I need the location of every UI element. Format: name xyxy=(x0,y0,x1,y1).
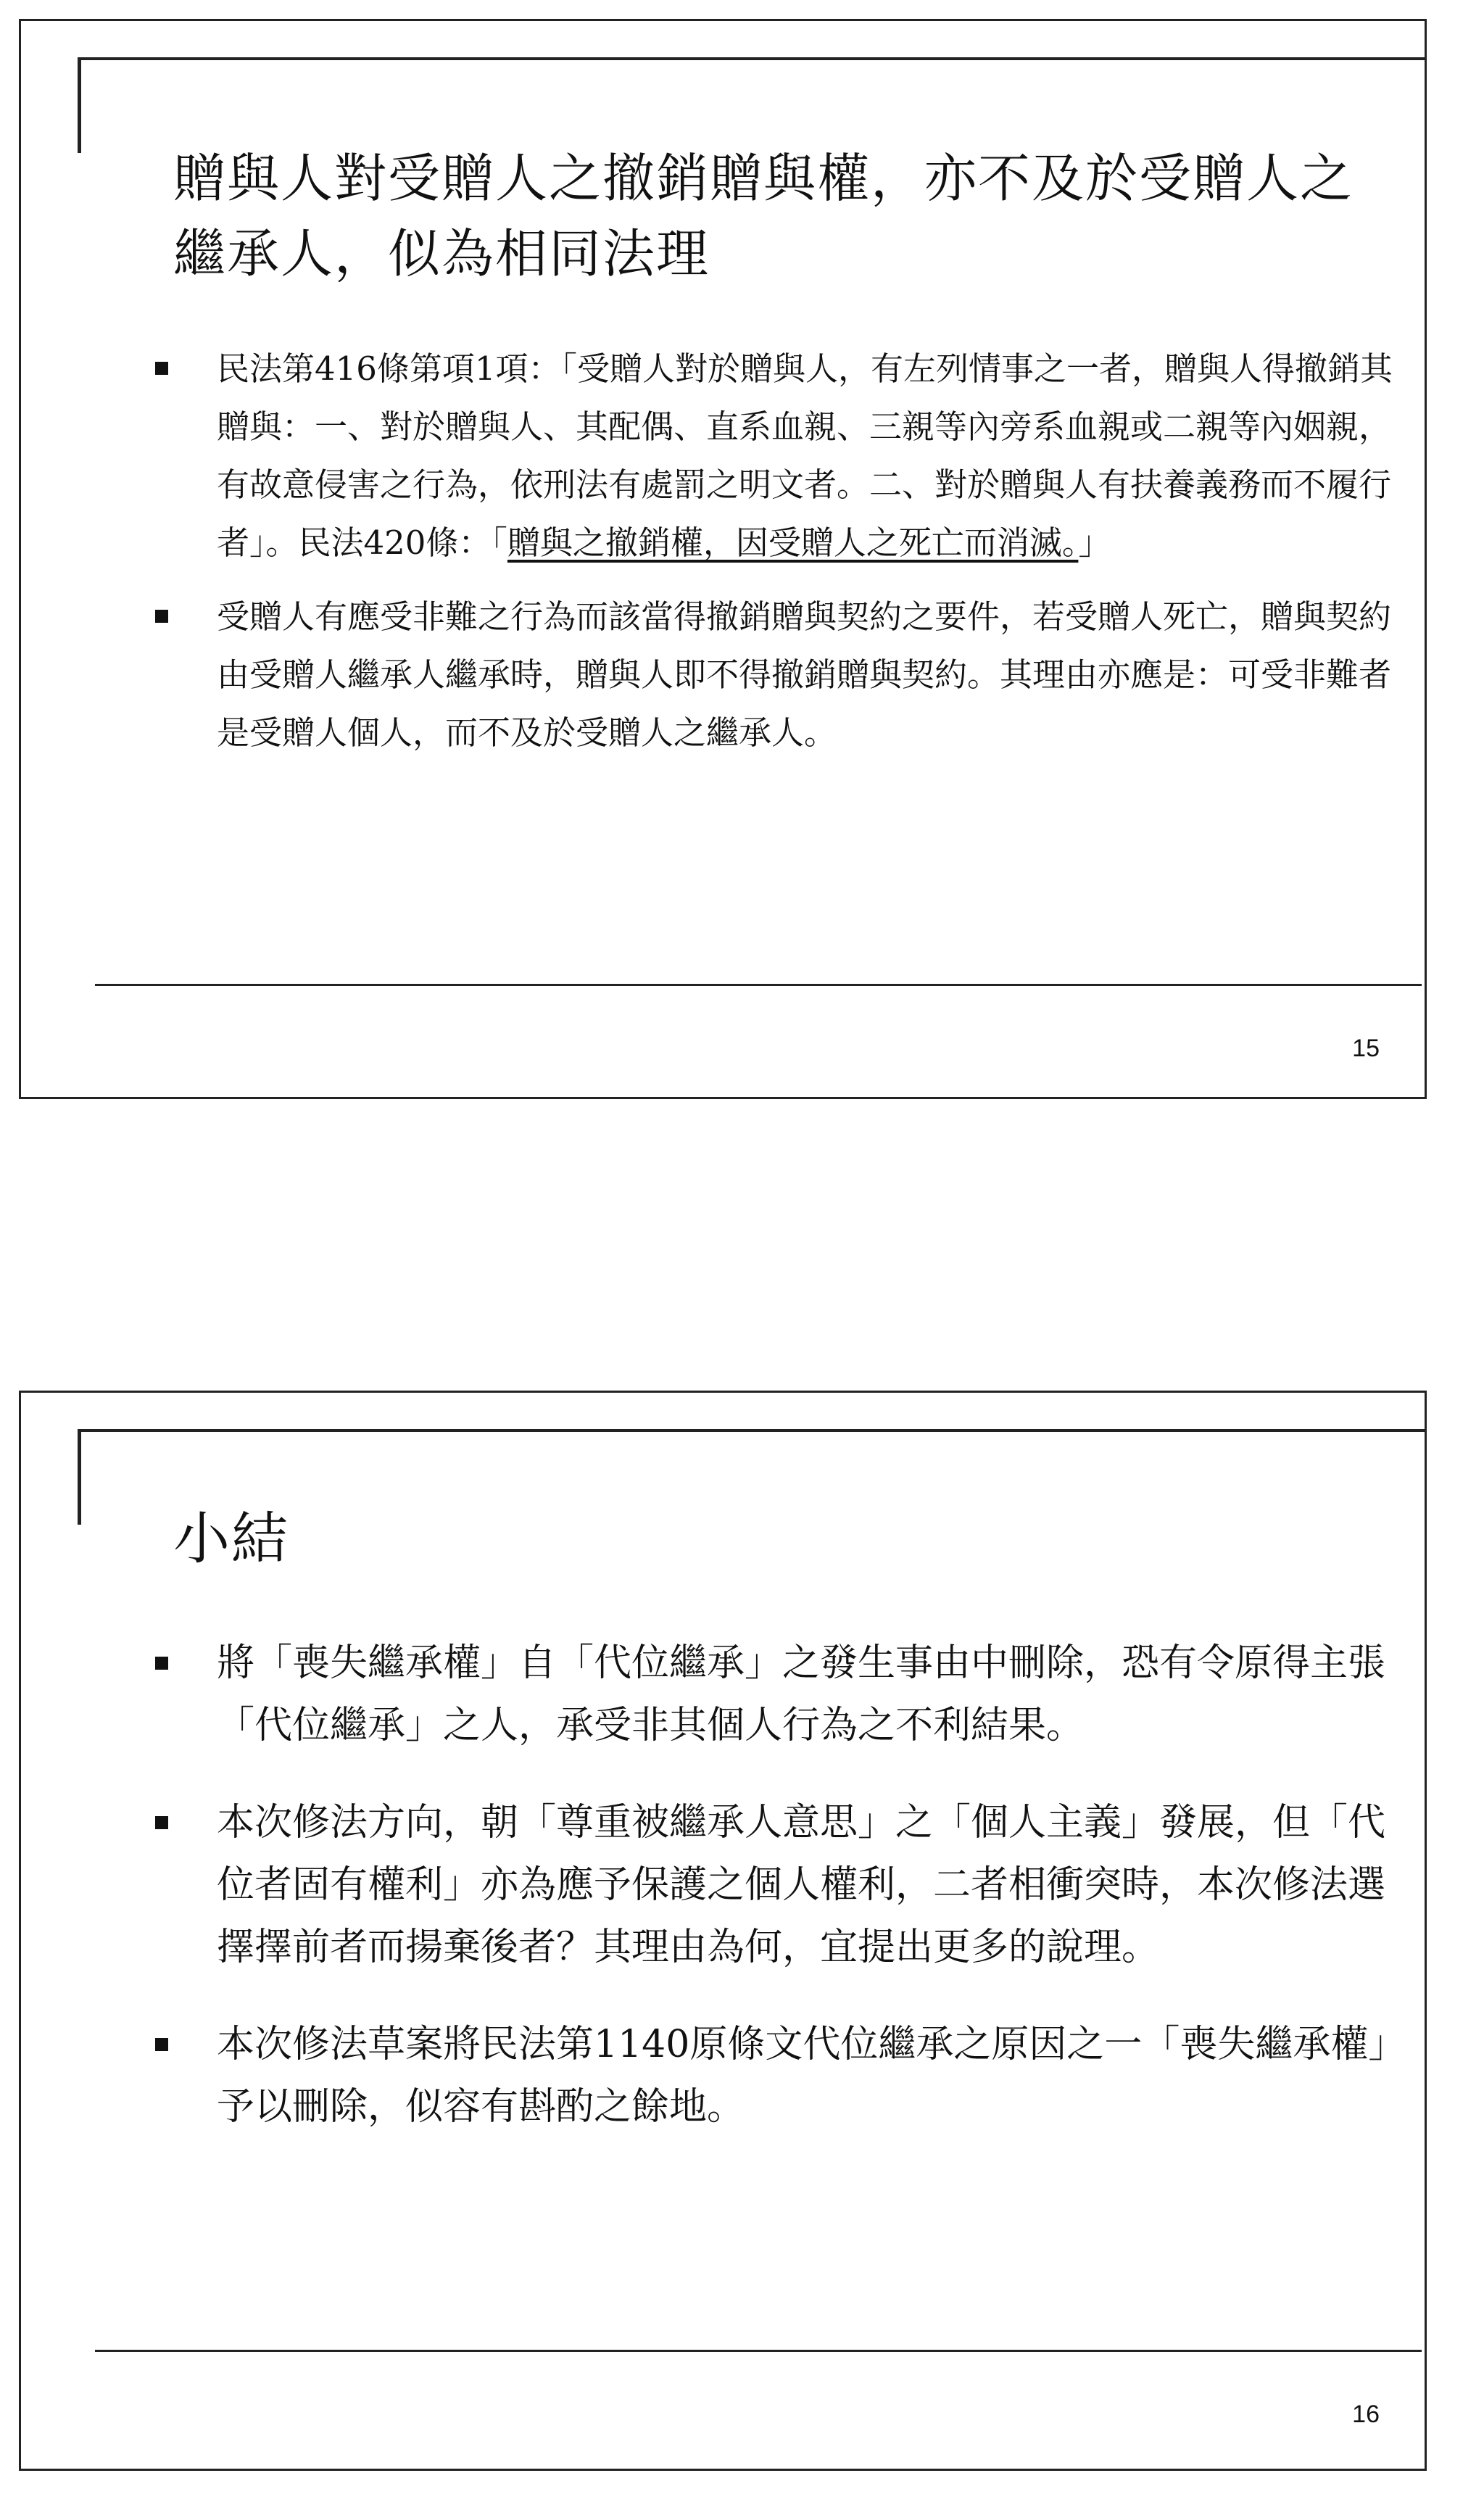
page-number: 16 xyxy=(1352,2400,1380,2428)
bullet-item xyxy=(148,1791,1409,1979)
slide-15 xyxy=(19,19,1427,1099)
decorative-left-rule xyxy=(78,57,81,153)
bullet-list xyxy=(148,1632,1409,2173)
bullet-item xyxy=(148,1632,1409,1757)
bullet-text: 本次修法方向，朝「尊重被繼承人意思」之「個人主義」發展，但「代位者固有權利」亦為應予保護之個人權利，二者相衝突時，本次修法選擇擇前者而揚棄後者？其理由為何，宜提出更多的說理。 xyxy=(217,1801,1386,1969)
bullet-text: 受贈人有應受非難之行為而該當得撤銷贈與契約之要件，若受贈人死亡，贈與契約由受贈人繼承人繼承時，贈與人即不得撤銷贈與契約。其理由亦應是：可受非難者是受贈人個人，而不及於受贈人之繼承人。 xyxy=(217,597,1392,752)
bottom-rule xyxy=(95,984,1422,986)
slide-16 xyxy=(19,1391,1427,2471)
bullet-text: 民法第416條第項1項：「受贈人對於贈與人，有左列情事之一者，贈與人得撤銷其贈與：一、對於贈與人、其配偶、直系血親、三親等內旁系血親或二親等內姻親，有故意侵害之行為，依刑法有處罰之明文者。二、對於贈與人有扶養義務而不履行者」。民法420條：「 xyxy=(217,349,1393,562)
square-bullet-icon xyxy=(155,1816,168,1829)
square-bullet-icon xyxy=(155,610,168,623)
bullet-text: 將「喪失繼承權」自「代位繼承」之發生事由中刪除，恐有令原得主張「代位繼承」之人，承受非其個人行為之不利結果。 xyxy=(217,1641,1386,1747)
underlined-quote: 贈與之撤銷權，因受贈人之死亡而消滅。 xyxy=(507,523,1079,562)
bullet-item xyxy=(148,588,1409,762)
bullet-text-end: 」 xyxy=(1078,523,1111,562)
square-bullet-icon xyxy=(155,362,168,375)
square-bullet-icon xyxy=(155,2038,168,2051)
square-bullet-icon xyxy=(155,1657,168,1670)
slide-title: 贈與人對受贈人之撤銷贈與權，亦不及於受贈人之繼承人，似為相同法理 xyxy=(173,148,1354,284)
bullet-item xyxy=(148,2013,1409,2138)
page-number: 15 xyxy=(1352,1035,1380,1062)
decorative-top-rule xyxy=(78,57,1425,60)
slide-title: 小結 xyxy=(173,1507,290,1572)
bullet-list xyxy=(148,340,1409,778)
bottom-rule xyxy=(95,2350,1422,2352)
decorative-top-rule xyxy=(78,1429,1425,1432)
bullet-text: 本次修法草案將民法第1140原條文代位繼承之原因之一「喪失繼承權」予以刪除，似容有斟酌之餘地。 xyxy=(217,2023,1406,2129)
bullet-item xyxy=(148,340,1409,572)
decorative-left-rule xyxy=(78,1429,81,1525)
